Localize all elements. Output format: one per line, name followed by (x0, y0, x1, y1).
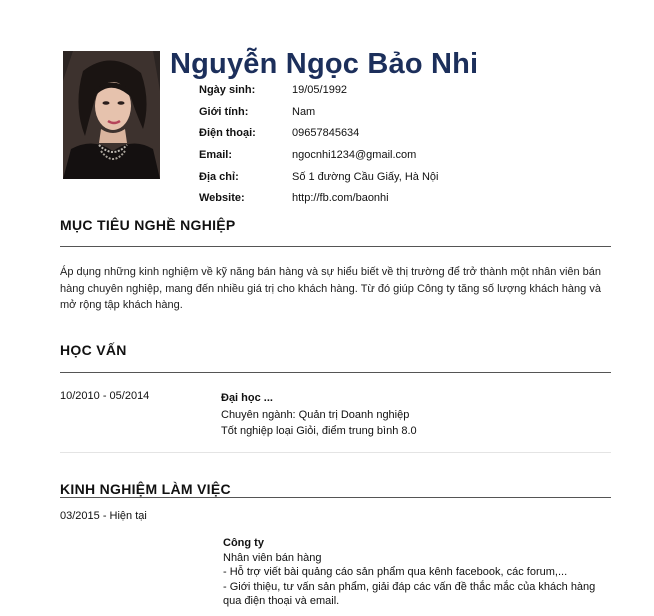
education-major: Chuyên ngành: Quản trị Doanh nghiệp (221, 408, 410, 421)
experience-period: 03/2015 - Hiện tại (60, 510, 147, 522)
section-divider (60, 372, 611, 373)
section-title-education: HỌC VẤN (60, 342, 127, 358)
education-details (221, 390, 417, 440)
info-label: Địa chỉ: (199, 170, 239, 183)
info-value: 09657845634 (292, 127, 360, 140)
experience-details (223, 536, 603, 609)
info-label: Điện thoại: (199, 127, 256, 140)
education-school: Đại học ... (221, 392, 273, 404)
candidate-name: Nguyễn Ngọc Bảo Nhi (170, 48, 479, 80)
info-value: 19/05/1992 (292, 84, 348, 96)
education-result: Tốt nghiệp loại Giỏi, điểm trung bình 8.0 (221, 425, 417, 437)
info-value: ngocnhi1234@gmail.com (292, 149, 417, 162)
entry-divider (60, 452, 611, 453)
info-label: Website: (199, 192, 245, 205)
info-value: Số 1 đường Cầu Giấy, Hà Nội (292, 170, 439, 183)
section-divider (60, 497, 611, 498)
experience-duty: - Hỗ trợ viết bài quảng cáo sản phẩm qua kênh facebook, các forum,... (223, 566, 568, 578)
info-value: Nam (292, 105, 316, 118)
experience-position: Nhân viên bán hàng (223, 551, 322, 564)
experience-company: Công ty (223, 537, 264, 549)
info-label: Ngày sinh: (199, 84, 256, 96)
experience-duty: - Giới thiệu, tư vấn sản phẩm, giải đáp các vấn đề thắc mắc của khách hàng qua điện thoại và email. (223, 580, 596, 607)
section-title-experience: KINH NGHIỆM LÀM VIỆC (60, 481, 231, 497)
section-divider (60, 246, 611, 247)
info-label: Email: (199, 149, 233, 162)
objective-text: Áp dụng những kinh nghiệm về kỹ năng bán hàng và sự hiểu biết về thị trường để trở thành một nhân viên bán hàng chuyên nghiệp, mang đến nhiều giá trị cho khách hàng. Từ đó giúp Công ty tăng số lượng khách hàng và mở rộng tập khách hàng. (60, 266, 602, 311)
profile-photo (63, 51, 160, 179)
info-label: Giới tính: (199, 105, 249, 118)
info-value: http://fb.com/baonhi (292, 192, 389, 205)
education-period: 10/2010 - 05/2014 (60, 390, 150, 402)
section-title-objective: MỤC TIÊU NGHỀ NGHIỆP (60, 217, 236, 233)
